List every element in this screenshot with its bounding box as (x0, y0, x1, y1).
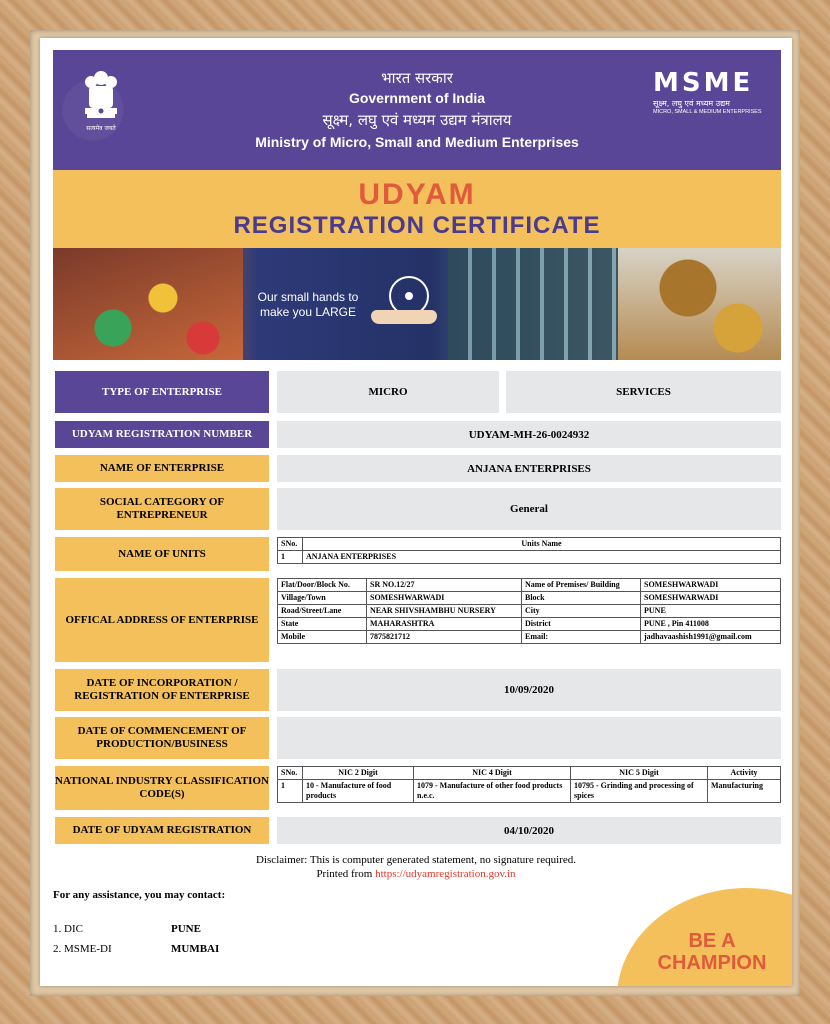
nic4-cell: 1079 - Manufacture of other food products n.e.c. (414, 780, 571, 803)
address-key: City (522, 605, 641, 618)
banner-slogan (243, 290, 373, 320)
header-band (53, 50, 781, 170)
udyam-title: UDYAM (358, 178, 476, 211)
hand-icon (371, 310, 437, 324)
enterprise-name-label: NAME OF ENTERPRISE (55, 455, 269, 482)
address-key: State (278, 618, 367, 631)
units-sno-cell: 1 (278, 551, 303, 564)
udyam-website-link[interactable]: https://udyamregistration.gov.in (375, 868, 516, 880)
champion-line-2: CHAMPION (657, 952, 767, 974)
msme-logo (653, 70, 768, 125)
table-row (278, 579, 781, 592)
activity-header: Activity (708, 767, 781, 780)
units-table-header (278, 538, 781, 551)
address-value: jadhavaashish1991@gmail.com (641, 631, 781, 644)
nic-table (277, 766, 781, 803)
address-key: Mobile (278, 631, 367, 644)
disclaimer-text: Disclaimer: This is computer generated statement, no signature required. (256, 854, 576, 866)
enterprise-activity-value: SERVICES (506, 371, 781, 413)
commencement-date-label: DATE OF COMMENCEMENT OF PRODUCTION/BUSINESS (55, 717, 269, 759)
address-value: MAHARASHTRA (367, 618, 522, 631)
enterprise-name-value: ANJANA ENTERPRISES (277, 455, 781, 482)
slogan-line-2: make you LARGE (259, 305, 357, 319)
nic-table-header (278, 767, 781, 780)
udyam-date-label: DATE OF UDYAM REGISTRATION (55, 817, 269, 844)
contact-row-dic (53, 923, 201, 935)
social-category-value: General (277, 488, 781, 530)
address-value: PUNE , Pin 411008 (641, 618, 781, 631)
nic5-cell: 10795 - Grinding and processing of spices (571, 780, 708, 803)
nic2-cell: 10 - Manufacture of food products (303, 780, 414, 803)
address-key: Road/Street/Lane (278, 605, 367, 618)
hindi-government-title: भारत सरकार (381, 69, 453, 87)
address-key: Name of Premises/ Building (522, 579, 641, 592)
units-label: NAME OF UNITS (55, 537, 269, 571)
nic2-header: NIC 2 Digit (303, 767, 414, 780)
artisan-photo (53, 248, 243, 360)
nic5-header: NIC 5 Digit (571, 767, 708, 780)
title-band (53, 170, 781, 248)
social-category-label: SOCIAL CATEGORY OF ENTREPRENEUR (55, 488, 269, 530)
udyam-date-value: 04/10/2020 (277, 817, 781, 844)
enterprise-size-value: MICRO (277, 371, 499, 413)
table-row (278, 631, 781, 644)
champion-line-1: BE A (688, 930, 736, 952)
nic-code-label: NATIONAL INDUSTRY CLASSIFICATION CODE(S) (55, 766, 269, 810)
msme-logo-mark: MSME (653, 68, 754, 98)
type-of-enterprise-label: TYPE OF ENTERPRISE (55, 371, 269, 413)
address-key: Block (522, 592, 641, 605)
contact-key: 2. MSME-DI (53, 943, 112, 955)
incorporation-date-value: 10/09/2020 (277, 669, 781, 711)
activity-cell: Manufacturing (708, 780, 781, 803)
units-name-cell: ANJANA ENTERPRISES (303, 551, 781, 564)
printed-from-line (40, 867, 792, 881)
certificate-title: REGISTRATION CERTIFICATE (233, 212, 601, 239)
registration-number-value: UDYAM-MH-26-0024932 (277, 421, 781, 448)
units-sno-header: SNo. (278, 538, 303, 551)
champion-text (632, 930, 792, 974)
address-value: 7875821712 (367, 631, 522, 644)
table-row (278, 780, 781, 803)
government-title: Government of India (348, 90, 486, 106)
contact-value: PUNE (171, 923, 201, 935)
table-row (278, 618, 781, 631)
address-value: SOMESHWARWADI (641, 592, 781, 605)
table-row (278, 605, 781, 618)
contact-key: 1. DIC (53, 923, 83, 935)
address-value: NEAR SHIVSHAMBHU NURSERY (367, 605, 522, 618)
address-value: SOMESHWARWADI (367, 592, 522, 605)
msme-logo-hindi: सूक्ष्म, लघु एवं मध्यम उद्यम (653, 99, 730, 108)
emblem-motto: सत्यमेव जयते (86, 125, 116, 132)
address-table (277, 578, 781, 644)
address-value: SOMESHWARWADI (641, 579, 781, 592)
farming-photo (618, 248, 781, 360)
registration-number-label: UDYAM REGISTRATION NUMBER (55, 421, 269, 448)
contact-value: MUMBAI (171, 943, 220, 955)
certificate-page (40, 38, 792, 986)
address-value: PUNE (641, 605, 781, 618)
table-row (278, 592, 781, 605)
units-name-header: Units Name (303, 538, 781, 551)
printed-from-label: Printed from (316, 868, 376, 880)
address-key: District (522, 618, 641, 631)
incorporation-date-label: DATE OF INCORPORATION / REGISTRATION OF ENTERPRISE (55, 669, 269, 711)
official-address-label: OFFICAL ADDRESS OF ENTERPRISE (55, 578, 269, 662)
banner-image (53, 248, 781, 360)
nic-sno-header: SNo. (278, 767, 303, 780)
nic4-header: NIC 4 Digit (414, 767, 571, 780)
units-table (277, 537, 781, 564)
table-row (278, 551, 781, 564)
office-photo (448, 248, 618, 360)
assistance-heading: For any assistance, you may contact: (53, 889, 226, 901)
address-key: Village/Town (278, 592, 367, 605)
address-key: Email: (522, 631, 641, 644)
slogan-line-1: Our small hands to (257, 290, 359, 304)
disclaimer (40, 853, 792, 881)
ministry-title: Ministry of Micro, Small and Medium Enterprises (255, 134, 579, 150)
commencement-date-value (277, 717, 781, 759)
msme-logo-english: MICRO, SMALL & MEDIUM ENTERPRISES (653, 109, 762, 115)
contact-row-msme-di (53, 943, 219, 955)
address-key: Flat/Door/Block No. (278, 579, 367, 592)
address-value: SR NO.12/27 (367, 579, 522, 592)
nic-sno-cell: 1 (278, 780, 303, 803)
hindi-ministry-title: सूक्ष्म, लघु एवं मध्यम उद्यम मंत्रालय (322, 111, 512, 129)
